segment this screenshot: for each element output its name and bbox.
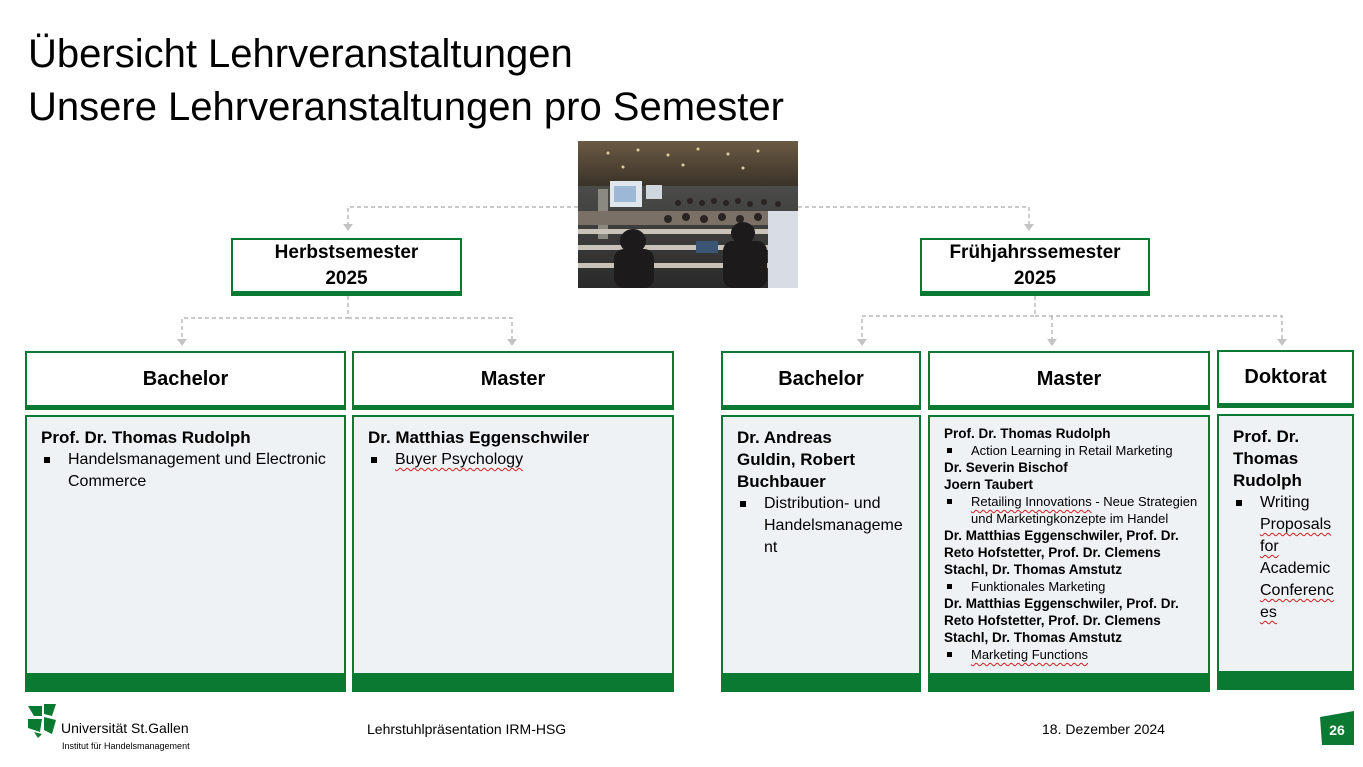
spring-master-lecturer-4: Dr. Matthias Eggenschwiler, Prof. Dr. Reto Hofstetter, Prof. Dr. Clemens Stachl, Dr. Thomas Amstutz bbox=[944, 596, 1179, 645]
spring-doctorate-panel bbox=[1217, 414, 1354, 671]
autumn-semester-label: Herbstsemester bbox=[274, 241, 419, 263]
spring-bachelor-lecturer: Dr. Andreas Guldin, Robert Buchbauer bbox=[737, 428, 856, 491]
spring-doctorate-lecturer: Prof. Dr. Thomas Rudolph bbox=[1233, 427, 1302, 490]
autumn-master-course-text: Buyer Psychology bbox=[395, 451, 524, 468]
spring-doctorate-course-l4: Academic bbox=[1260, 560, 1331, 577]
spring-doctorate-course bbox=[1233, 492, 1346, 624]
spring-bachelor-course-part-2: nt bbox=[764, 539, 778, 556]
spring-bachelor-footer-bar bbox=[721, 673, 921, 692]
autumn-semester-year: 2025 bbox=[325, 267, 368, 289]
page-number: 26 bbox=[1329, 722, 1345, 738]
spring-bachelor-panel bbox=[721, 415, 921, 673]
spring-master-lecturer-3: Dr. Matthias Eggenschwiler, Prof. Dr. Reto Hofstetter, Prof. Dr. Clemens Stachl, Dr. Thomas Amstutz bbox=[944, 528, 1179, 577]
autumn-bachelor-footer-bar bbox=[25, 673, 346, 692]
spring-master-header bbox=[928, 351, 1210, 410]
spring-master-course-2 bbox=[944, 493, 1200, 527]
university-name: Universität St.Gallen bbox=[61, 720, 189, 736]
spring-doctorate-course-l1: Writing bbox=[1260, 494, 1310, 511]
autumn-master-title: Master bbox=[480, 367, 546, 390]
autumn-master-lecturer: Dr. Matthias Eggenschwiler bbox=[368, 428, 590, 447]
spring-doctorate-title: Doktorat bbox=[1244, 366, 1327, 388]
title-line-2: Unsere Lehrveranstaltungen pro Semester bbox=[28, 85, 784, 129]
autumn-master-panel bbox=[352, 415, 674, 673]
autumn-bachelor-panel bbox=[25, 415, 346, 673]
presentation-name: Lehrstuhlpräsentation IRM-HSG bbox=[367, 721, 567, 737]
spring-master-title: Master bbox=[1036, 367, 1102, 390]
page-number-badge bbox=[1320, 711, 1354, 745]
autumn-master-header bbox=[352, 351, 674, 410]
spring-semester-label: Frühjahrssemester bbox=[949, 241, 1121, 263]
spring-semester-year: 2025 bbox=[1013, 267, 1057, 289]
spring-master-footer-bar bbox=[928, 673, 1210, 692]
spring-doctorate-course-l2: Proposals bbox=[1260, 516, 1332, 533]
spring-doctorate-footer-bar bbox=[1217, 671, 1354, 690]
spring-bachelor-header bbox=[721, 351, 921, 410]
spring-master-course-4-text: Marketing Functions bbox=[971, 647, 1089, 662]
spring-master-panel bbox=[928, 415, 1210, 673]
autumn-bachelor-lecturer: Prof. Dr. Thomas Rudolph bbox=[41, 428, 251, 447]
presentation-date: 18. Dezember 2024 bbox=[1042, 721, 1165, 737]
title-line-1: Übersicht Lehrveranstaltungen bbox=[28, 32, 573, 76]
spring-master-course-3: Funktionales Marketing bbox=[944, 578, 1200, 595]
spring-master-course-2-name: Retailing Innovations bbox=[971, 494, 1092, 509]
spring-semester-box bbox=[920, 238, 1150, 296]
spring-master-lecturer-2a: Dr. Severin Bischof bbox=[944, 460, 1068, 475]
spring-master-course-2-desc: - Neue Strategien und Marketingkonzepte im Handel bbox=[971, 494, 1198, 526]
autumn-master-course bbox=[368, 449, 660, 471]
spring-bachelor-title: Bachelor bbox=[778, 367, 864, 390]
autumn-bachelor-course: Handelsmanagement und Electronic Commerce bbox=[41, 449, 332, 493]
spring-bachelor-course-part-1: Distribution- und Handelsmanageme bbox=[764, 495, 903, 534]
institute-name: Institut für Handelsmanagement bbox=[62, 741, 190, 751]
spring-doctorate-course-l5: Conferenc bbox=[1260, 582, 1334, 599]
autumn-master-footer-bar bbox=[352, 673, 674, 692]
autumn-bachelor-title: Bachelor bbox=[142, 367, 229, 390]
spring-master-course-4 bbox=[944, 646, 1200, 663]
spring-master-lecturer-2b: Joern Taubert bbox=[944, 477, 1034, 492]
lecture-hall-photo bbox=[578, 141, 798, 288]
spring-doctorate-course-l3: for bbox=[1260, 538, 1279, 555]
spring-master-lecturer-1: Prof. Dr. Thomas Rudolph bbox=[944, 426, 1111, 441]
autumn-bachelor-header bbox=[25, 351, 346, 410]
spring-master-course-1: Action Learning in Retail Marketing bbox=[944, 442, 1200, 459]
autumn-semester-box bbox=[231, 238, 462, 296]
spring-doctorate-header bbox=[1217, 350, 1354, 408]
spring-bachelor-course bbox=[737, 493, 907, 559]
spring-doctorate-course-l6: es bbox=[1260, 604, 1277, 621]
